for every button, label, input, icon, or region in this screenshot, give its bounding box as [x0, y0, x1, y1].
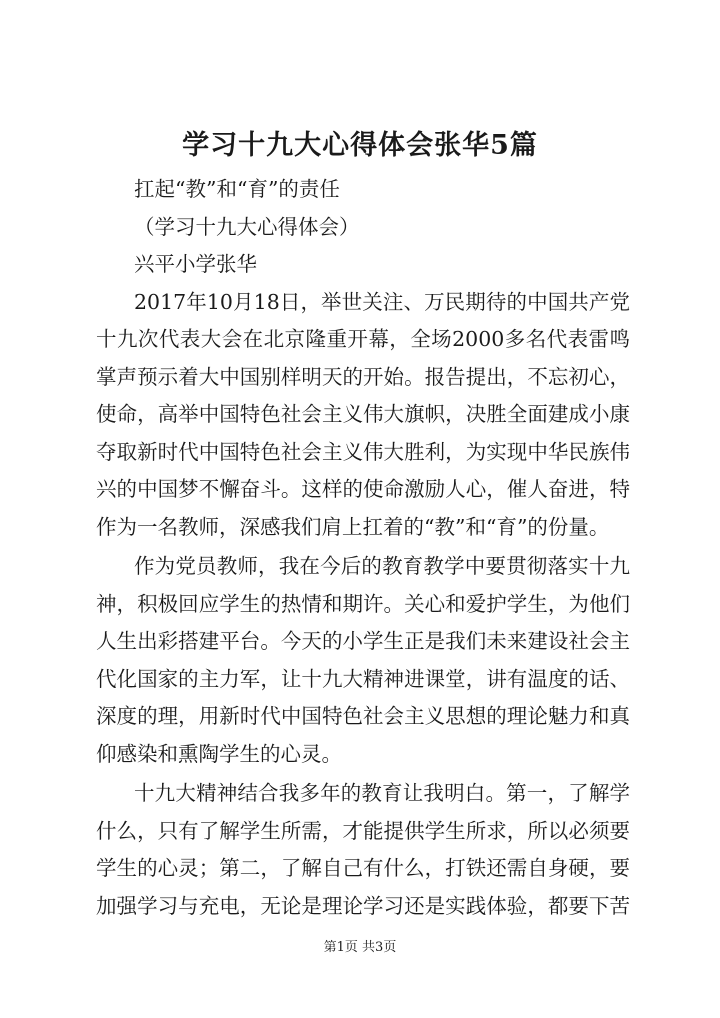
- paragraph: [96, 775, 630, 925]
- paragraph: [96, 548, 630, 773]
- paragraph-line: 代化国家的主力军，让十九大精神进课堂，讲有温度的话、: [96, 666, 630, 691]
- paragraph-line: 掌声预示着大中国别样明天的开始。报告提出，不忘初心，: [96, 364, 630, 389]
- paragraph-line: 作为党员教师，我在今后的教育教学中要贯彻落实十九: [134, 554, 630, 578]
- paragraph-line: 学生的心灵；第二，了解自己有什么，打铁还需自身硬，要: [96, 856, 630, 880]
- author-line: 兴平小学张华: [134, 252, 257, 276]
- paragraph: [96, 284, 630, 547]
- paragraph-line: 兴的中国梦不懈奋斗。这样的使命激励人心，催人奋进，特: [96, 477, 630, 501]
- paragraph-line: 神，积极回应学生的热情和期许。关心和爱护学生，为他们: [96, 591, 630, 616]
- document-body: [96, 171, 630, 925]
- heading-line: （学习十九大心得体会）: [134, 214, 360, 239]
- paragraph-line: 加强学习与充电，无论是理论学习还是实践体验，都要下苦: [96, 893, 630, 918]
- page-number-footer: 第1页 共3页: [323, 940, 397, 955]
- document-title: 学习十九大心得体会张华5篇: [182, 130, 538, 161]
- paragraph-line: 什么，只有了解学生所需，才能提供学生所求，所以必须要: [96, 818, 630, 843]
- paragraph-line: 2017年10月18日，举世关注、万民期待的中国共产党: [134, 289, 630, 314]
- paragraph-line: 十九次代表大会在北京隆重开幕，全场2000多名代表雷鸣: [96, 327, 630, 351]
- paragraph-line: 人生出彩搭建平台。今天的小学生正是我们未来建设社会主: [96, 629, 630, 653]
- paragraph-line: 夺取新时代中国特色社会主义伟大胜利，为实现中华民族伟: [96, 439, 630, 464]
- paragraph-line: 深度的理，用新时代中国特色社会主义思想的理论魅力和真: [96, 704, 630, 728]
- heading-line: 扛起“教”和“育”的责任: [134, 177, 340, 201]
- paragraph-line: 仰感染和熏陶学生的心灵。: [96, 741, 342, 766]
- paragraph-line: 十九大精神结合我多年的教育让我明白。第一，了解学: [134, 781, 630, 805]
- paragraph-line: 使命，高举中国特色社会主义伟大旗帜，决胜全面建成小康: [96, 402, 630, 426]
- paragraph-line: 作为一名教师，深感我们肩上扛着的“教”和“育”的份量。: [96, 514, 610, 539]
